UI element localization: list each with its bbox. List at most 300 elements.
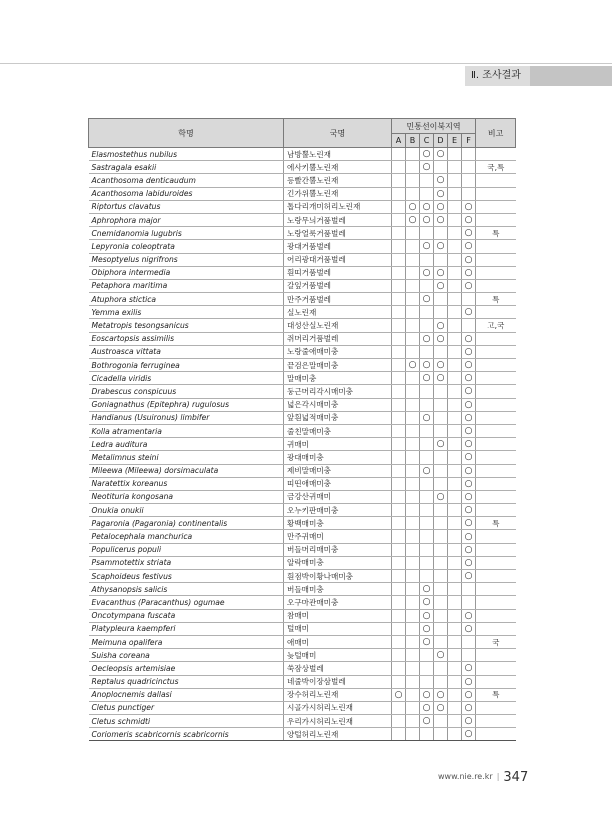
note-cell (476, 622, 516, 635)
region-mark-d: ○ (434, 240, 448, 253)
region-mark-e (448, 715, 462, 728)
scientific-name: Oncotympana fuscata (89, 609, 284, 622)
header-region-f: F (462, 134, 476, 148)
region-mark-a (392, 174, 406, 187)
region-mark-e (448, 200, 462, 213)
scientific-name: Goniagnathus (Epitephra) rugulosus (89, 398, 284, 411)
section-tab-block (530, 66, 612, 86)
region-mark-f: ○ (462, 701, 476, 714)
region-mark-e (448, 359, 462, 372)
region-mark-b (406, 609, 420, 622)
region-mark-e (448, 385, 462, 398)
note-cell (476, 306, 516, 319)
region-mark-e (448, 424, 462, 437)
region-mark-f: ○ (462, 504, 476, 517)
header-region-group: 민통선이북지역 (392, 119, 476, 134)
region-mark-a (392, 319, 406, 332)
region-mark-d: ○ (434, 213, 448, 226)
korean-name: 시골가시허리노린재 (284, 701, 392, 714)
region-mark-e (448, 688, 462, 701)
region-mark-e (448, 372, 462, 385)
region-mark-a (392, 200, 406, 213)
region-mark-c (420, 187, 434, 200)
scientific-name: Sastragala esakii (89, 161, 284, 174)
region-mark-c: ○ (420, 161, 434, 174)
section-header (465, 66, 612, 86)
region-mark-d: ○ (434, 332, 448, 345)
korean-name: 쥐머리거품벌레 (284, 332, 392, 345)
region-mark-c: ○ (420, 596, 434, 609)
region-mark-b (406, 187, 420, 200)
korean-name: 대성산실노린재 (284, 319, 392, 332)
region-mark-e (448, 319, 462, 332)
table-row (89, 411, 516, 424)
region-mark-a (392, 649, 406, 662)
region-mark-a (392, 715, 406, 728)
korean-name: 참매미 (284, 609, 392, 622)
region-mark-a (392, 504, 406, 517)
header-scientific-name: 학명 (89, 119, 284, 148)
region-mark-f: ○ (462, 464, 476, 477)
region-mark-c: ○ (420, 332, 434, 345)
top-rule (0, 63, 612, 64)
table-row (89, 148, 516, 161)
note-cell: 특 (476, 517, 516, 530)
region-mark-c: ○ (420, 240, 434, 253)
scientific-name: Psammotettix striata (89, 556, 284, 569)
region-mark-d (434, 464, 448, 477)
region-mark-b (406, 240, 420, 253)
korean-name: 버들매미충 (284, 583, 392, 596)
note-cell (476, 490, 516, 503)
region-mark-f: ○ (462, 675, 476, 688)
region-mark-c: ○ (420, 372, 434, 385)
region-mark-b (406, 543, 420, 556)
region-mark-d (434, 517, 448, 530)
korean-name: 에사키뿔노린재 (284, 161, 392, 174)
table-row (89, 570, 516, 583)
table-row (89, 161, 516, 174)
header-region-d: D (434, 134, 448, 148)
scientific-name: Cnemidanomia lugubris (89, 227, 284, 240)
region-mark-f: ○ (462, 543, 476, 556)
region-mark-d: ○ (434, 688, 448, 701)
region-mark-e (448, 464, 462, 477)
scientific-name: Metatropis tesongsanicus (89, 319, 284, 332)
korean-name: 제비말매미충 (284, 464, 392, 477)
region-mark-b (406, 596, 420, 609)
korean-name: 늦털매미 (284, 649, 392, 662)
region-mark-c (420, 675, 434, 688)
region-mark-d (434, 570, 448, 583)
region-mark-e (448, 174, 462, 187)
table-row (89, 556, 516, 569)
note-cell (476, 332, 516, 345)
region-mark-c: ○ (420, 200, 434, 213)
region-mark-c: ○ (420, 148, 434, 161)
note-cell (476, 609, 516, 622)
scientific-name: Eoscartopsis assimilis (89, 332, 284, 345)
region-mark-a (392, 490, 406, 503)
table-row (89, 227, 516, 240)
region-mark-d (434, 635, 448, 648)
scientific-name: Suisha coreana (89, 649, 284, 662)
region-mark-c (420, 477, 434, 490)
region-mark-b (406, 293, 420, 306)
scientific-name: Coriomeris scabricornis scabricornis (89, 728, 284, 741)
region-mark-e (448, 570, 462, 583)
region-mark-e (448, 504, 462, 517)
region-mark-a (392, 372, 406, 385)
korean-name: 어리광대거품벌레 (284, 253, 392, 266)
region-mark-b (406, 556, 420, 569)
region-mark-c: ○ (420, 635, 434, 648)
region-mark-a (392, 570, 406, 583)
region-mark-c (420, 649, 434, 662)
table-row (89, 609, 516, 622)
region-mark-d (434, 398, 448, 411)
region-mark-e (448, 161, 462, 174)
region-mark-d (434, 253, 448, 266)
region-mark-a (392, 464, 406, 477)
note-cell (476, 398, 516, 411)
region-mark-d (434, 293, 448, 306)
scientific-name: Scaphoideus festivus (89, 570, 284, 583)
region-mark-e (448, 213, 462, 226)
region-mark-b (406, 715, 420, 728)
korean-name: 긴가위뿔노린재 (284, 187, 392, 200)
region-mark-f: ○ (462, 279, 476, 292)
region-mark-b (406, 477, 420, 490)
region-mark-b (406, 174, 420, 187)
table-row (89, 200, 516, 213)
region-mark-e (448, 583, 462, 596)
table-row (89, 359, 516, 372)
scientific-name: Metalimnus steini (89, 451, 284, 464)
region-mark-b (406, 411, 420, 424)
region-mark-b (406, 227, 420, 240)
table-row (89, 385, 516, 398)
region-mark-e (448, 451, 462, 464)
region-mark-d (434, 675, 448, 688)
region-mark-b (406, 266, 420, 279)
region-mark-f: ○ (462, 398, 476, 411)
region-mark-c (420, 543, 434, 556)
region-mark-b (406, 464, 420, 477)
note-cell (476, 253, 516, 266)
region-mark-a (392, 530, 406, 543)
region-mark-d (434, 385, 448, 398)
scientific-name: Yemma exilis (89, 306, 284, 319)
region-mark-e (448, 662, 462, 675)
korean-name: 오누키판매미충 (284, 504, 392, 517)
region-mark-c: ○ (420, 688, 434, 701)
table-row (89, 293, 516, 306)
region-mark-b (406, 635, 420, 648)
region-mark-d: ○ (434, 372, 448, 385)
region-mark-c (420, 530, 434, 543)
region-mark-f: ○ (462, 438, 476, 451)
header-region-a: A (392, 134, 406, 148)
region-mark-f: ○ (462, 332, 476, 345)
korean-name: 털매미 (284, 622, 392, 635)
region-mark-c (420, 490, 434, 503)
korean-name: 실노린재 (284, 306, 392, 319)
region-mark-d: ○ (434, 701, 448, 714)
region-mark-a (392, 701, 406, 714)
region-mark-f: ○ (462, 517, 476, 530)
note-cell: 국,특 (476, 161, 516, 174)
region-mark-c (420, 227, 434, 240)
table-row (89, 517, 516, 530)
region-mark-e (448, 293, 462, 306)
table-row (89, 345, 516, 358)
korean-name: 만주귀매미 (284, 530, 392, 543)
table-row (89, 213, 516, 226)
region-mark-b (406, 728, 420, 741)
region-mark-e (448, 556, 462, 569)
region-mark-e (448, 477, 462, 490)
korean-name: 쑥잠상벌레 (284, 662, 392, 675)
region-mark-b (406, 279, 420, 292)
region-mark-c (420, 424, 434, 437)
korean-name: 금강산귀매미 (284, 490, 392, 503)
region-mark-a (392, 411, 406, 424)
table-row (89, 622, 516, 635)
note-cell (476, 345, 516, 358)
region-mark-c (420, 504, 434, 517)
scientific-name: Onukia onukii (89, 504, 284, 517)
note-cell: 특 (476, 688, 516, 701)
note-cell (476, 200, 516, 213)
table-row (89, 635, 516, 648)
korean-name: 알락매미충 (284, 556, 392, 569)
korean-name: 흰점박이황나매미충 (284, 570, 392, 583)
region-mark-d: ○ (434, 266, 448, 279)
region-mark-a (392, 438, 406, 451)
region-mark-a (392, 596, 406, 609)
region-mark-f: ○ (462, 227, 476, 240)
region-mark-a (392, 543, 406, 556)
region-mark-c (420, 345, 434, 358)
scientific-name: Cletus schmidti (89, 715, 284, 728)
region-mark-a (392, 359, 406, 372)
region-mark-f: ○ (462, 662, 476, 675)
region-mark-a (392, 635, 406, 648)
region-mark-d (434, 345, 448, 358)
table-row (89, 675, 516, 688)
note-cell (476, 359, 516, 372)
region-mark-b (406, 253, 420, 266)
region-mark-d (434, 728, 448, 741)
korean-name: 장수허리노린재 (284, 688, 392, 701)
region-mark-e (448, 675, 462, 688)
region-mark-f: ○ (462, 213, 476, 226)
scientific-name: Meimuna opalifera (89, 635, 284, 648)
region-mark-a (392, 227, 406, 240)
korean-name: 줄친말매미충 (284, 424, 392, 437)
region-mark-b (406, 161, 420, 174)
region-mark-a (392, 385, 406, 398)
region-mark-b (406, 530, 420, 543)
korean-name: 남방뿔노린재 (284, 148, 392, 161)
region-mark-e (448, 490, 462, 503)
region-mark-f: ○ (462, 253, 476, 266)
note-cell (476, 556, 516, 569)
region-mark-f (462, 293, 476, 306)
table-row (89, 398, 516, 411)
region-mark-b (406, 345, 420, 358)
region-mark-f: ○ (462, 451, 476, 464)
region-mark-f: ○ (462, 306, 476, 319)
region-mark-b (406, 662, 420, 675)
korean-name: 양털허리노린재 (284, 728, 392, 741)
footer-site: www.nie.re.kr (438, 772, 493, 781)
region-mark-e (448, 240, 462, 253)
region-mark-c (420, 398, 434, 411)
region-mark-b (406, 517, 420, 530)
note-cell (476, 583, 516, 596)
page-number: 347 (503, 770, 529, 785)
region-mark-b (406, 385, 420, 398)
region-mark-a (392, 266, 406, 279)
table-row (89, 438, 516, 451)
region-mark-d (434, 477, 448, 490)
region-mark-d: ○ (434, 200, 448, 213)
region-mark-a (392, 161, 406, 174)
table-row (89, 266, 516, 279)
region-mark-a (392, 345, 406, 358)
scientific-name: Athysanopsis salicis (89, 583, 284, 596)
region-mark-d: ○ (434, 438, 448, 451)
region-mark-d: ○ (434, 490, 448, 503)
region-mark-a (392, 332, 406, 345)
region-mark-b (406, 372, 420, 385)
note-cell (476, 596, 516, 609)
korean-name: 끝검은말매미충 (284, 359, 392, 372)
region-mark-e (448, 332, 462, 345)
note-cell (476, 530, 516, 543)
region-mark-b: ○ (406, 359, 420, 372)
korean-name: 넓은각시매미충 (284, 398, 392, 411)
region-mark-c: ○ (420, 701, 434, 714)
region-mark-c: ○ (420, 609, 434, 622)
region-mark-c (420, 728, 434, 741)
table-row (89, 464, 516, 477)
region-mark-c: ○ (420, 411, 434, 424)
region-mark-c (420, 517, 434, 530)
region-mark-a (392, 609, 406, 622)
table-row (89, 490, 516, 503)
region-mark-d (434, 543, 448, 556)
region-mark-a (392, 583, 406, 596)
table-row (89, 662, 516, 675)
region-mark-a (392, 279, 406, 292)
region-mark-a (392, 148, 406, 161)
region-mark-e (448, 253, 462, 266)
scientific-name: Bothrogonia ferruginea (89, 359, 284, 372)
region-mark-a (392, 451, 406, 464)
scientific-name: Lepyronia coleoptrata (89, 240, 284, 253)
region-mark-d: ○ (434, 187, 448, 200)
region-mark-b (406, 398, 420, 411)
region-mark-f: ○ (462, 622, 476, 635)
table-row (89, 649, 516, 662)
region-mark-d (434, 530, 448, 543)
region-mark-e (448, 530, 462, 543)
region-mark-d: ○ (434, 649, 448, 662)
korean-name: 노랑무늬거품벌레 (284, 213, 392, 226)
region-mark-f: ○ (462, 359, 476, 372)
scientific-name: Evacanthus (Paracanthus) ogumae (89, 596, 284, 609)
scientific-name: Pagaronia (Pagaronia) continentalis (89, 517, 284, 530)
region-mark-d: ○ (434, 279, 448, 292)
region-mark-d: ○ (434, 148, 448, 161)
region-mark-b (406, 504, 420, 517)
korean-name: 노랑줄애매미충 (284, 345, 392, 358)
region-mark-e (448, 622, 462, 635)
region-mark-f: ○ (462, 715, 476, 728)
table-row (89, 701, 516, 714)
region-mark-d (434, 596, 448, 609)
region-mark-b (406, 701, 420, 714)
region-mark-f (462, 635, 476, 648)
region-mark-e (448, 517, 462, 530)
region-mark-e (448, 728, 462, 741)
region-mark-b (406, 148, 420, 161)
note-cell (476, 148, 516, 161)
note-cell: 특 (476, 293, 516, 306)
region-mark-b (406, 688, 420, 701)
region-mark-e (448, 279, 462, 292)
note-cell (476, 372, 516, 385)
note-cell (476, 187, 516, 200)
table-row (89, 451, 516, 464)
korean-name: 버들머리매미충 (284, 543, 392, 556)
note-cell (476, 477, 516, 490)
region-mark-c: ○ (420, 359, 434, 372)
region-mark-f: ○ (462, 424, 476, 437)
scientific-name: Anoplocnemis dallasi (89, 688, 284, 701)
table-row (89, 306, 516, 319)
korean-name: 흰띠거품벌레 (284, 266, 392, 279)
header-region-b: B (406, 134, 420, 148)
region-mark-f (462, 583, 476, 596)
note-cell (476, 464, 516, 477)
region-mark-f: ○ (462, 570, 476, 583)
region-mark-d (434, 306, 448, 319)
region-mark-f: ○ (462, 200, 476, 213)
korean-name: 애매미 (284, 635, 392, 648)
region-mark-d (434, 504, 448, 517)
korean-name: 톱다리개미허리노린재 (284, 200, 392, 213)
region-mark-e (448, 635, 462, 648)
table-row (89, 530, 516, 543)
region-mark-f: ○ (462, 477, 476, 490)
note-cell (476, 266, 516, 279)
region-mark-f (462, 649, 476, 662)
korean-name: 황백매미충 (284, 517, 392, 530)
region-mark-f: ○ (462, 266, 476, 279)
note-cell (476, 675, 516, 688)
note-cell (476, 438, 516, 451)
region-mark-e (448, 148, 462, 161)
scientific-name: Neotituria kongosana (89, 490, 284, 503)
region-mark-e (448, 596, 462, 609)
scientific-name: Aphrophora major (89, 213, 284, 226)
scientific-name: Reptalus quadricinctus (89, 675, 284, 688)
scientific-name: Austroasca vittata (89, 345, 284, 358)
